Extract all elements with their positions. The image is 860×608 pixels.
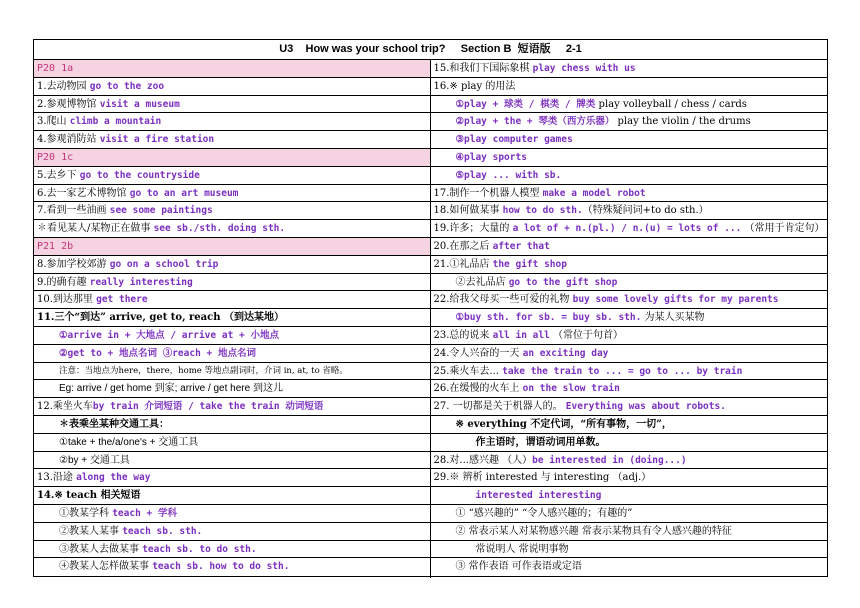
phrase-english: buy some lovely gifts for my parents: [572, 294, 779, 306]
phrase-chinese: 19.许多；大量的: [433, 223, 513, 235]
phrase-chinese: 13.沿途: [37, 472, 77, 484]
phrase-chinese: 25.乘火车去...: [433, 365, 503, 377]
phrase-english: ④play sports: [455, 151, 527, 163]
phrase-english: ③play computer games: [455, 134, 573, 146]
phrase-english: be interested in (doing...): [532, 454, 687, 466]
left-row: [34, 541, 430, 559]
phrase-note: （常位于句首）: [549, 329, 623, 341]
phrase-note: （特殊疑问词+to do sth.）: [582, 205, 709, 217]
left-row: [34, 469, 430, 487]
left-row: [34, 505, 430, 523]
phrase-chinese: 17.制作一个机器人模型: [433, 187, 543, 199]
phrase-chinese: ✽看见某人/某物正在做事: [37, 223, 154, 235]
right-row: [431, 327, 828, 345]
left-column: [34, 60, 431, 578]
right-row: [431, 238, 828, 256]
phrase-english: all in all: [492, 329, 550, 341]
phrase-chinese: play the violin / the drums: [614, 116, 751, 128]
phrase-chinese: 28.对...感兴趣 （人）: [433, 454, 533, 466]
phrase-english: ①buy sth. for sb. = buy sb. sth.: [455, 312, 642, 324]
right-row: [431, 113, 828, 131]
left-row: [34, 185, 430, 203]
left-row: [34, 238, 430, 256]
phrase-chinese: ③教某人去做某事: [59, 543, 143, 555]
phrase-chinese: 24.令人兴奋的一天: [433, 347, 523, 359]
phrase-english: go to an art museum: [129, 187, 239, 199]
left-row: [34, 256, 430, 274]
phrase-english: ①play + 球类 / 棋类 / 牌类: [455, 98, 596, 110]
right-row: [431, 345, 828, 363]
phrase-chinese: 23.总的说来: [433, 329, 493, 341]
phrase-english: see some paintings: [109, 205, 213, 217]
left-row: [34, 149, 430, 167]
phrase-english: teach sb. to do sth.: [142, 543, 257, 555]
phrase-english: interested interesting: [475, 490, 602, 502]
phrase-chinese: ②by + 交通工具: [59, 454, 130, 466]
right-column: [431, 60, 828, 578]
right-row: [431, 149, 828, 167]
phrase-chinese: 4.参观消防站: [37, 134, 100, 146]
phrase-note: （adj.）: [612, 472, 652, 484]
phrase-chinese: 22.给我父母买一些可爱的礼物: [433, 294, 573, 306]
section-label: P20 1a: [37, 63, 74, 74]
phrase-chinese: ③ 常作表语 可作表语或定语: [455, 561, 582, 573]
right-row: [431, 60, 828, 78]
right-row: [431, 131, 828, 149]
left-row: [34, 398, 430, 416]
phrase-chinese: ②去礼品店: [455, 276, 509, 288]
right-row: [431, 291, 828, 309]
phrase-english: go to the countryside: [79, 169, 200, 181]
phrase-chinese: Eg: arrive / get home 到家; arrive / get here 到这儿: [59, 383, 283, 395]
left-row: [34, 363, 430, 381]
phrase-english: ⑤play ... with sb.: [455, 169, 562, 181]
left-row: [34, 96, 430, 114]
left-row: [34, 416, 430, 434]
phrase-english: after that: [492, 240, 550, 252]
phrase-english: ②play + the + 琴类（西方乐器）: [455, 116, 615, 128]
phrase-chinese: 7.看到一些油画: [37, 205, 110, 217]
phrase-chinese: 作主语时，谓语动词用单数。: [475, 436, 606, 448]
phrase-chinese: play volleyball / chess / cards: [595, 98, 747, 110]
phrase-english: the gift shop: [492, 258, 567, 270]
phrase-chinese: ①教某学科: [59, 507, 113, 519]
phrase-chinese: ④教某人怎样做某事: [59, 561, 153, 573]
left-row: [34, 167, 430, 185]
phrase-english: teach sb. how to do sth.: [152, 561, 290, 573]
left-row: [34, 78, 430, 96]
right-row: [431, 487, 828, 505]
left-row: [34, 523, 430, 541]
phrase-english: go to the gift shop: [508, 276, 618, 288]
phrase-chinese: 2.参观博物馆: [37, 98, 100, 110]
right-row: [431, 541, 828, 559]
right-row: [431, 416, 828, 434]
phrase-chinese: 29.※ 辨析 interested 与 interesting: [433, 472, 613, 484]
phrase-chinese: 8.参加学校郊游: [37, 258, 110, 270]
phrase-chinese: 20.在那之后: [433, 240, 493, 252]
phrase-chinese: 注意：当地点为here，there，home 等地点副词时，介词 in, at, to 省略。: [59, 365, 348, 376]
phrase-english: an exciting day: [522, 347, 609, 359]
right-row: [431, 220, 828, 238]
phrase-chinese: 5.去乡下: [37, 169, 80, 181]
right-row: [431, 185, 828, 203]
phrase-chinese: 12.乘坐火车: [37, 401, 93, 413]
phrase-chinese: 为某人买某物: [641, 312, 705, 324]
right-row: [431, 256, 828, 274]
phrase-chinese: ① “感兴趣的” “令人感兴趣的；有趣的”: [455, 507, 633, 519]
page-title: U3 How was your school trip? Section B 短语版 2-1: [34, 40, 827, 60]
right-row: [431, 363, 828, 381]
phrase-chinese: 26.在缓慢的火车上: [433, 383, 523, 395]
right-row: [431, 96, 828, 114]
phrase-english: go to the zoo: [89, 80, 165, 92]
left-row: [34, 291, 430, 309]
right-row: [431, 274, 828, 292]
left-row: [34, 274, 430, 292]
phrase-chinese: 16.※ play 的用法: [433, 80, 516, 92]
phrase-english: how to do sth.: [502, 205, 583, 217]
phrase-chinese: 10.到达那里: [37, 294, 97, 306]
phrase-chinese: ①take + the/a/one's + 交通工具: [59, 436, 199, 448]
left-row: [34, 558, 430, 576]
phrase-chinese: 27. 一切都是关于机器人的。: [433, 401, 566, 413]
left-row: [34, 380, 430, 398]
phrase-chinese: ②教某人某事: [59, 525, 123, 537]
phrase-chinese: 11.三个“到达” arrive, get to, reach （到达某地）: [37, 312, 284, 324]
right-row: [431, 167, 828, 185]
phrase-english: visit a museum: [99, 98, 180, 110]
phrase-english: really interesting: [89, 276, 193, 288]
section-label: P21 2b: [37, 240, 74, 252]
phrase-chinese: ② 常表示某人对某物感兴趣 常表示某物具有令人感兴趣的特征: [455, 525, 732, 537]
left-row: [34, 434, 430, 452]
right-row: [431, 452, 828, 470]
phrase-english: teach sb. sth.: [122, 525, 203, 537]
phrase-english: Everything was about robots.: [565, 401, 726, 413]
section-label: P20 1c: [37, 151, 74, 163]
left-row: [34, 309, 430, 327]
right-row: [431, 202, 828, 220]
phrase-english: teach + 学科: [112, 507, 177, 519]
phrase-english: on the slow train: [522, 383, 620, 395]
phrase-note: （常用于肯定句）: [741, 223, 825, 235]
phrase-english: along the way: [76, 472, 151, 484]
phrase-english: make a model robot: [542, 187, 646, 199]
left-row: [34, 131, 430, 149]
phrase-chinese: 1.去动物园: [37, 80, 90, 92]
phrase-english: go on a school trip: [109, 258, 219, 270]
phrase-english: take the train to ... = go to ... by train: [502, 365, 743, 377]
left-row: [34, 487, 430, 505]
right-row: [431, 434, 828, 452]
left-row: [34, 452, 430, 470]
left-row: [34, 327, 430, 345]
left-row: [34, 202, 430, 220]
phrase-english: ①arrive in + 大地点 / arrive at + 小地点: [59, 329, 279, 341]
phrase-chinese: 18.如何做某事: [433, 205, 503, 217]
worksheet-table: [33, 39, 828, 577]
phrase-chinese: 21.①礼品店: [433, 258, 493, 270]
phrase-english: get there: [96, 294, 148, 306]
phrase-chinese: 15.和我们下国际象棋: [433, 63, 533, 74]
phrase-english: play chess with us: [532, 63, 636, 74]
phrase-chinese: ✽表乘坐某种交通工具：: [59, 418, 169, 430]
phrase-chinese: ※ everything 不定代词，“所有事物，一切”，: [455, 418, 672, 430]
right-row: [431, 78, 828, 96]
right-row: [431, 469, 828, 487]
right-row: [431, 523, 828, 541]
phrase-english: a lot of + n.(pl.) / n.(u) = lots of ...: [512, 223, 742, 235]
right-row: [431, 309, 828, 327]
left-row: [34, 60, 430, 78]
phrase-english: ②get to + 地点名词 ③reach + 地点名词: [59, 347, 256, 359]
left-row: [34, 113, 430, 131]
right-row: [431, 380, 828, 398]
right-row: [431, 505, 828, 523]
phrase-chinese: 6.去一家艺术博物馆: [37, 187, 130, 199]
phrase-english: climb a mountain: [69, 116, 162, 128]
right-row: [431, 398, 828, 416]
phrase-chinese: 9.的确有趣: [37, 276, 90, 288]
phrase-english: by train 介词短语 / take the train 动词短语: [92, 401, 324, 413]
phrase-chinese: 常说明人 常说明事物: [475, 543, 569, 555]
phrase-english: visit a fire station: [99, 134, 215, 146]
right-row: [431, 558, 828, 576]
phrase-chinese: 14.※ teach 相关短语: [37, 490, 141, 502]
phrase-english: see sb./sth. doing sth.: [153, 223, 286, 235]
phrase-chinese: 3.爬山: [37, 116, 70, 128]
left-row: [34, 345, 430, 363]
left-row: [34, 220, 430, 238]
